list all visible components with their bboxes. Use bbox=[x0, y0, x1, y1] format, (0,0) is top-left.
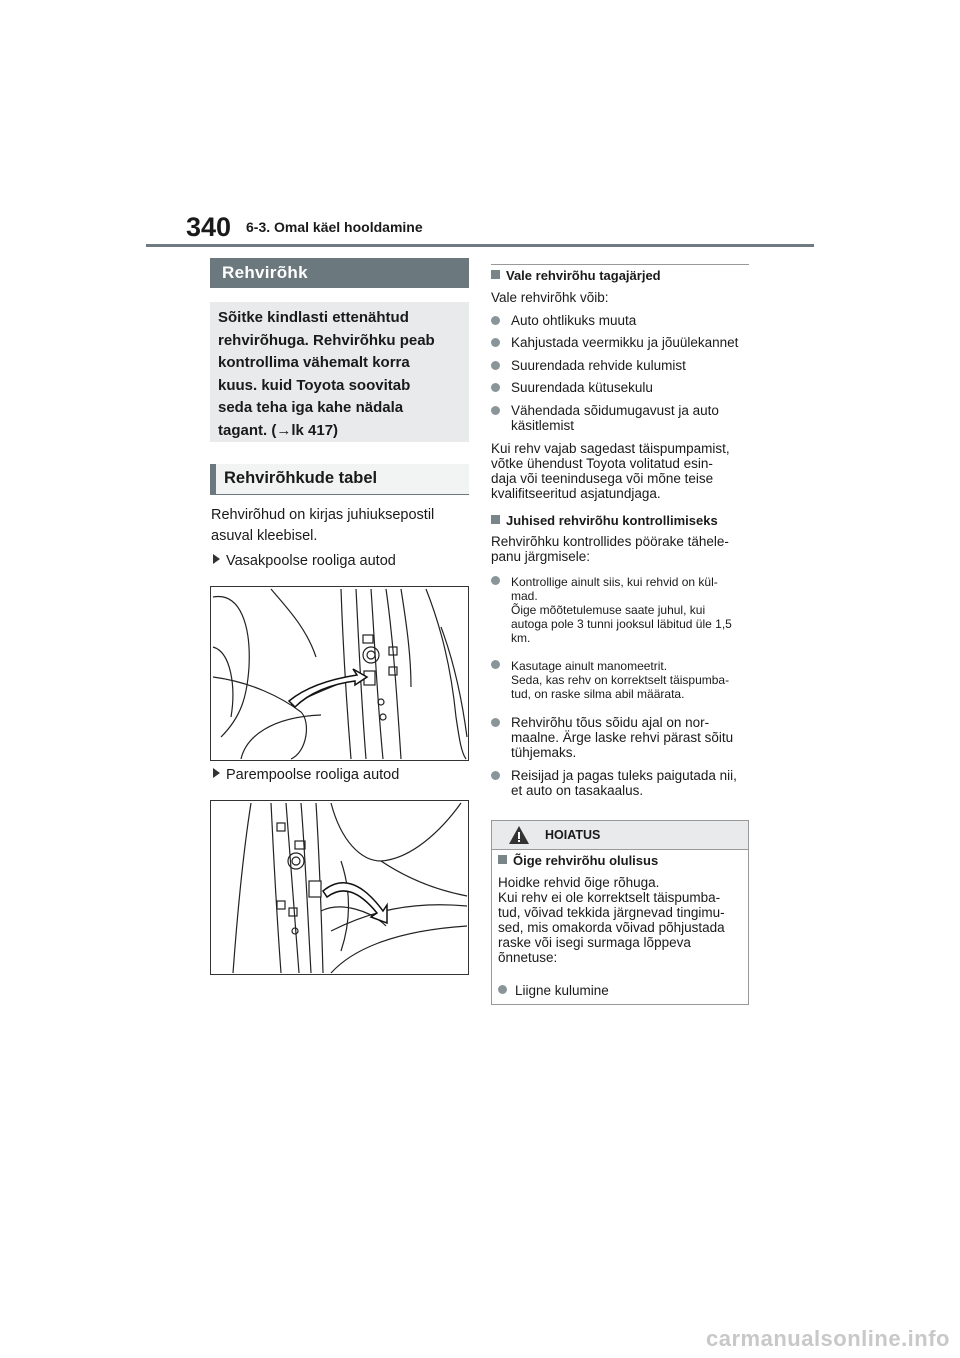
lhd-pillar-drawing bbox=[211, 587, 468, 760]
warning-body: Hoidke rehvid õige rõhuga. Kui rehv ei ole korrektselt täispumba- tud, võivad tekkida järgnevad tingimu- sed, mis omakorda võivad põhjustada raske või isegi surmaga lõppeva õnnetuse: bbox=[498, 875, 725, 965]
rhd-label: Parempoolse rooliga autod bbox=[213, 765, 399, 786]
paragraph-line: asuval kleebisel. bbox=[211, 528, 318, 544]
rhd-door-pillar-illustration bbox=[210, 800, 469, 975]
intro-line: seda teha iga kahe nädala bbox=[218, 399, 404, 416]
paragraph bbox=[211, 505, 434, 547]
warning-heading: Õige rehvirõhu olulisus bbox=[498, 853, 658, 868]
section-title: 6-3. Omal käel hooldamine bbox=[246, 219, 423, 235]
bullet-dot-icon bbox=[498, 985, 507, 994]
frequent-inflation-note: Kui rehv vajab sagedast täispumpamist, võtke ühendust Toyota volitatud esin- daja või teenindusega või mõne teise kvalifitseeritud asjatundjaga. bbox=[491, 441, 730, 501]
bullet-dot-icon bbox=[491, 660, 500, 669]
square-bullet-icon bbox=[491, 515, 500, 524]
consequences-heading: Vale rehvirõhu tagajärjed bbox=[491, 268, 661, 283]
warning-triangle-icon bbox=[508, 825, 530, 845]
bullet-dot-icon bbox=[491, 771, 500, 780]
consequence-item: Auto ohtlikuks muuta bbox=[491, 313, 636, 328]
page-number: 340 bbox=[186, 212, 232, 242]
bullet-dot-icon bbox=[491, 361, 500, 370]
lhd-label: Vasakpoolse rooliga autod bbox=[213, 551, 396, 572]
instruction-item: Kontrollige ainult siis, kui rehvid on kül- mad. Õige mõõtetulemuse saate juhul, kui autoga pole 3 tunni jooksul läbitud üle 1,5 km. bbox=[491, 575, 732, 645]
instruction-item: Kasutage ainult manomeetrit. Seda, kas rehv on korrektselt täispumba- tud, on raske silma abil määrata. bbox=[491, 659, 729, 701]
consequence-item: Suurendada rehvide kulumist bbox=[491, 358, 686, 373]
consequence-item: Vähendada sõidumugavust ja auto käsitlemist bbox=[491, 403, 719, 433]
consequences-intro: Vale rehvirõhk võib: bbox=[491, 290, 609, 305]
bullet-dot-icon bbox=[491, 383, 500, 392]
column-divider bbox=[491, 264, 749, 265]
rhd-pillar-drawing bbox=[211, 801, 468, 974]
instruction-item: Rehvirõhu tõus sõidu ajal on nor- maalne. Ärge laske rehvi pärast sõitu tühjemaks. bbox=[491, 715, 733, 760]
bullet-dot-icon bbox=[491, 718, 500, 727]
triangle-bullet-icon bbox=[213, 768, 220, 778]
instructions-intro: Rehvirõhku kontrollides pöörake tähele- panu järgmisele: bbox=[491, 534, 729, 564]
square-bullet-icon bbox=[491, 270, 500, 279]
intro-line-page-ref[interactable]: tagant. (→lk 417) bbox=[218, 421, 339, 439]
header-divider bbox=[146, 244, 814, 247]
warning-box bbox=[491, 820, 749, 1005]
intro-line: rehvirõhuga. Rehvirõhku peab bbox=[218, 331, 435, 349]
section-heading: Rehvirõhk bbox=[210, 258, 469, 288]
watermark: carmanualsonline.info bbox=[706, 1326, 950, 1351]
intro-box bbox=[210, 302, 469, 442]
subheading: Rehvirõhkude tabel bbox=[210, 464, 469, 495]
paragraph-line: Rehvirõhud on kirjas juhiuksepostil bbox=[211, 507, 435, 523]
square-bullet-icon bbox=[498, 855, 507, 864]
warning-title: HOIATUS bbox=[545, 828, 601, 842]
instructions-heading: Juhised rehvirõhu kontrollimiseks bbox=[491, 513, 718, 528]
intro-line: kontrollima vähemalt korra bbox=[218, 354, 410, 371]
bullet-dot-icon bbox=[491, 316, 500, 325]
bullet-dot-icon bbox=[491, 406, 500, 415]
triangle-bullet-icon bbox=[213, 554, 220, 564]
bullet-dot-icon bbox=[491, 576, 500, 585]
bullet-dot-icon bbox=[491, 338, 500, 347]
intro-line: kuus. kuid Toyota soovitab bbox=[218, 376, 411, 394]
consequence-item: Suurendada kütusekulu bbox=[491, 380, 653, 395]
consequence-item: Kahjustada veermikku ja jõuülekannet bbox=[491, 335, 738, 350]
instruction-item: Reisijad ja pagas tuleks paigutada nii, et auto on tasakaalus. bbox=[491, 768, 737, 798]
lhd-door-pillar-illustration bbox=[210, 586, 469, 761]
intro-line: Sõitke kindlasti ettenähtud bbox=[218, 309, 409, 326]
warning-header bbox=[492, 821, 748, 850]
warning-bullet: Liigne kulumine bbox=[498, 983, 609, 998]
